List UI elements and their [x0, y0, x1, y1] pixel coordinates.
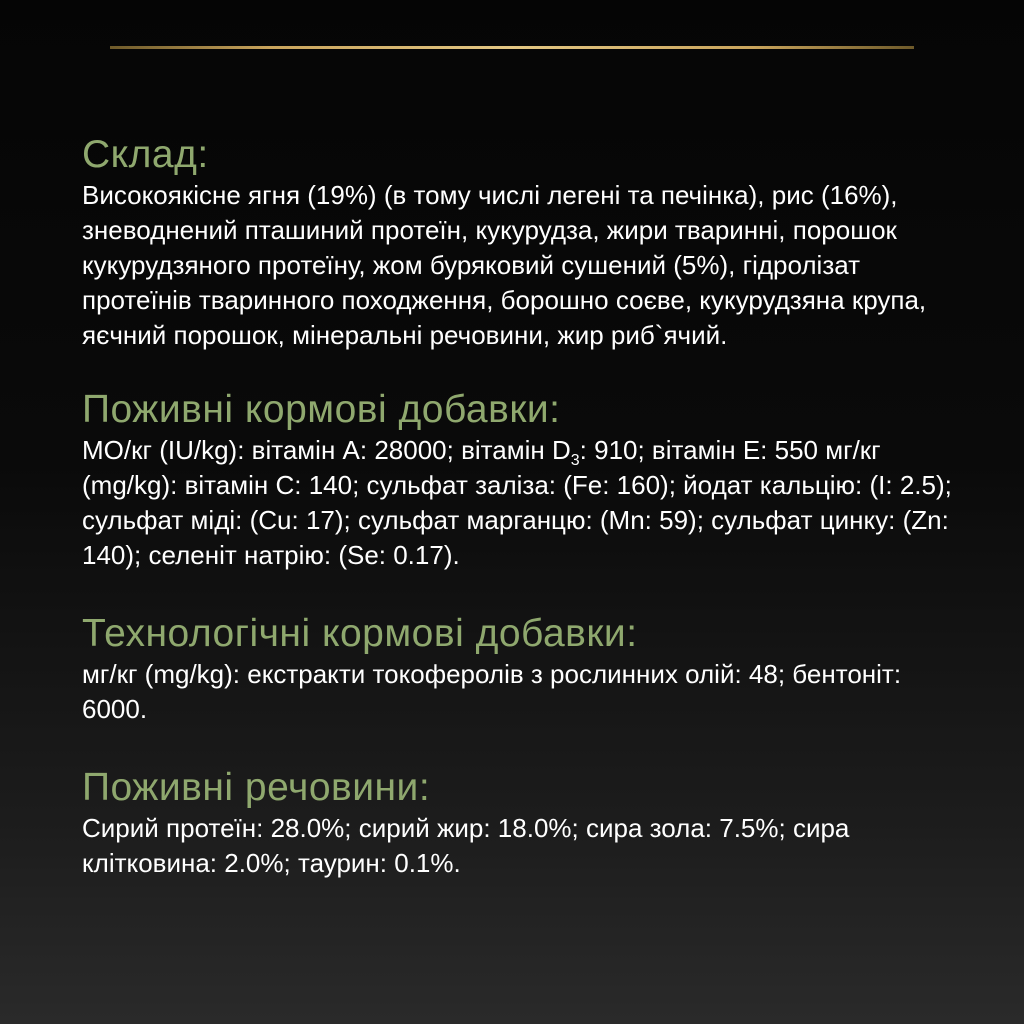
ingredients-panel — [82, 132, 962, 909]
nutrients-section — [82, 765, 962, 881]
composition-text: Високоякісне ягня (19%) (в тому числі легені та печінка), рис (16%), зневоднений пташиний протеїн, кукурудза, жири тваринні, порошок кукурудзяного протеїну, жом буряковий сушений (5%), гідролізат протеїнів тваринного походження, борошно соєве, кукурудзяна крупа, яєчний порошок, мінеральні речовини, жир риб`ячий. — [82, 180, 927, 350]
composition-heading: Склад: — [82, 133, 209, 176]
nutritional-additives-section — [82, 387, 962, 573]
technological-additives-section — [82, 611, 962, 727]
nutrients-text: Сирий протеїн: 28.0%; сирий жир: 18.0%; сира зола: 7.5%; сира клітковина: 2.0%; таурин: 0.1%. — [82, 813, 850, 878]
nutrients-heading: Поживні речовини: — [82, 766, 431, 809]
nutritional-additives-text-part1: МО/кг (IU/kg): вітамін А: 28000; вітамін D — [82, 435, 571, 465]
top-gold-divider — [110, 46, 914, 49]
vitamin-d-subscript: 3 — [570, 452, 580, 469]
nutritional-additives-text-part2: : 910; вітамін Е: 550 мг/кг (mg/kg): вітамін С: 140; сульфат заліза: (Fe: 160); йодат кальцію: (I: 2.5); сульфат міді: (Cu: 17); сульфат марганцю: (Mn: 59); сульфат цинку: (Zn: 140); селеніт натрію: (Se: 0.17). — [82, 435, 952, 570]
nutritional-additives-heading: Поживні кормові добавки: — [82, 388, 561, 431]
technological-additives-heading: Технологічні кормові добавки: — [82, 612, 638, 655]
nutritional-additives-text — [82, 433, 962, 573]
technological-additives-text: мг/кг (mg/kg): екстракти токоферолів з рослинних олій: 48; бентоніт: 6000. — [82, 659, 902, 724]
composition-section — [82, 132, 962, 353]
